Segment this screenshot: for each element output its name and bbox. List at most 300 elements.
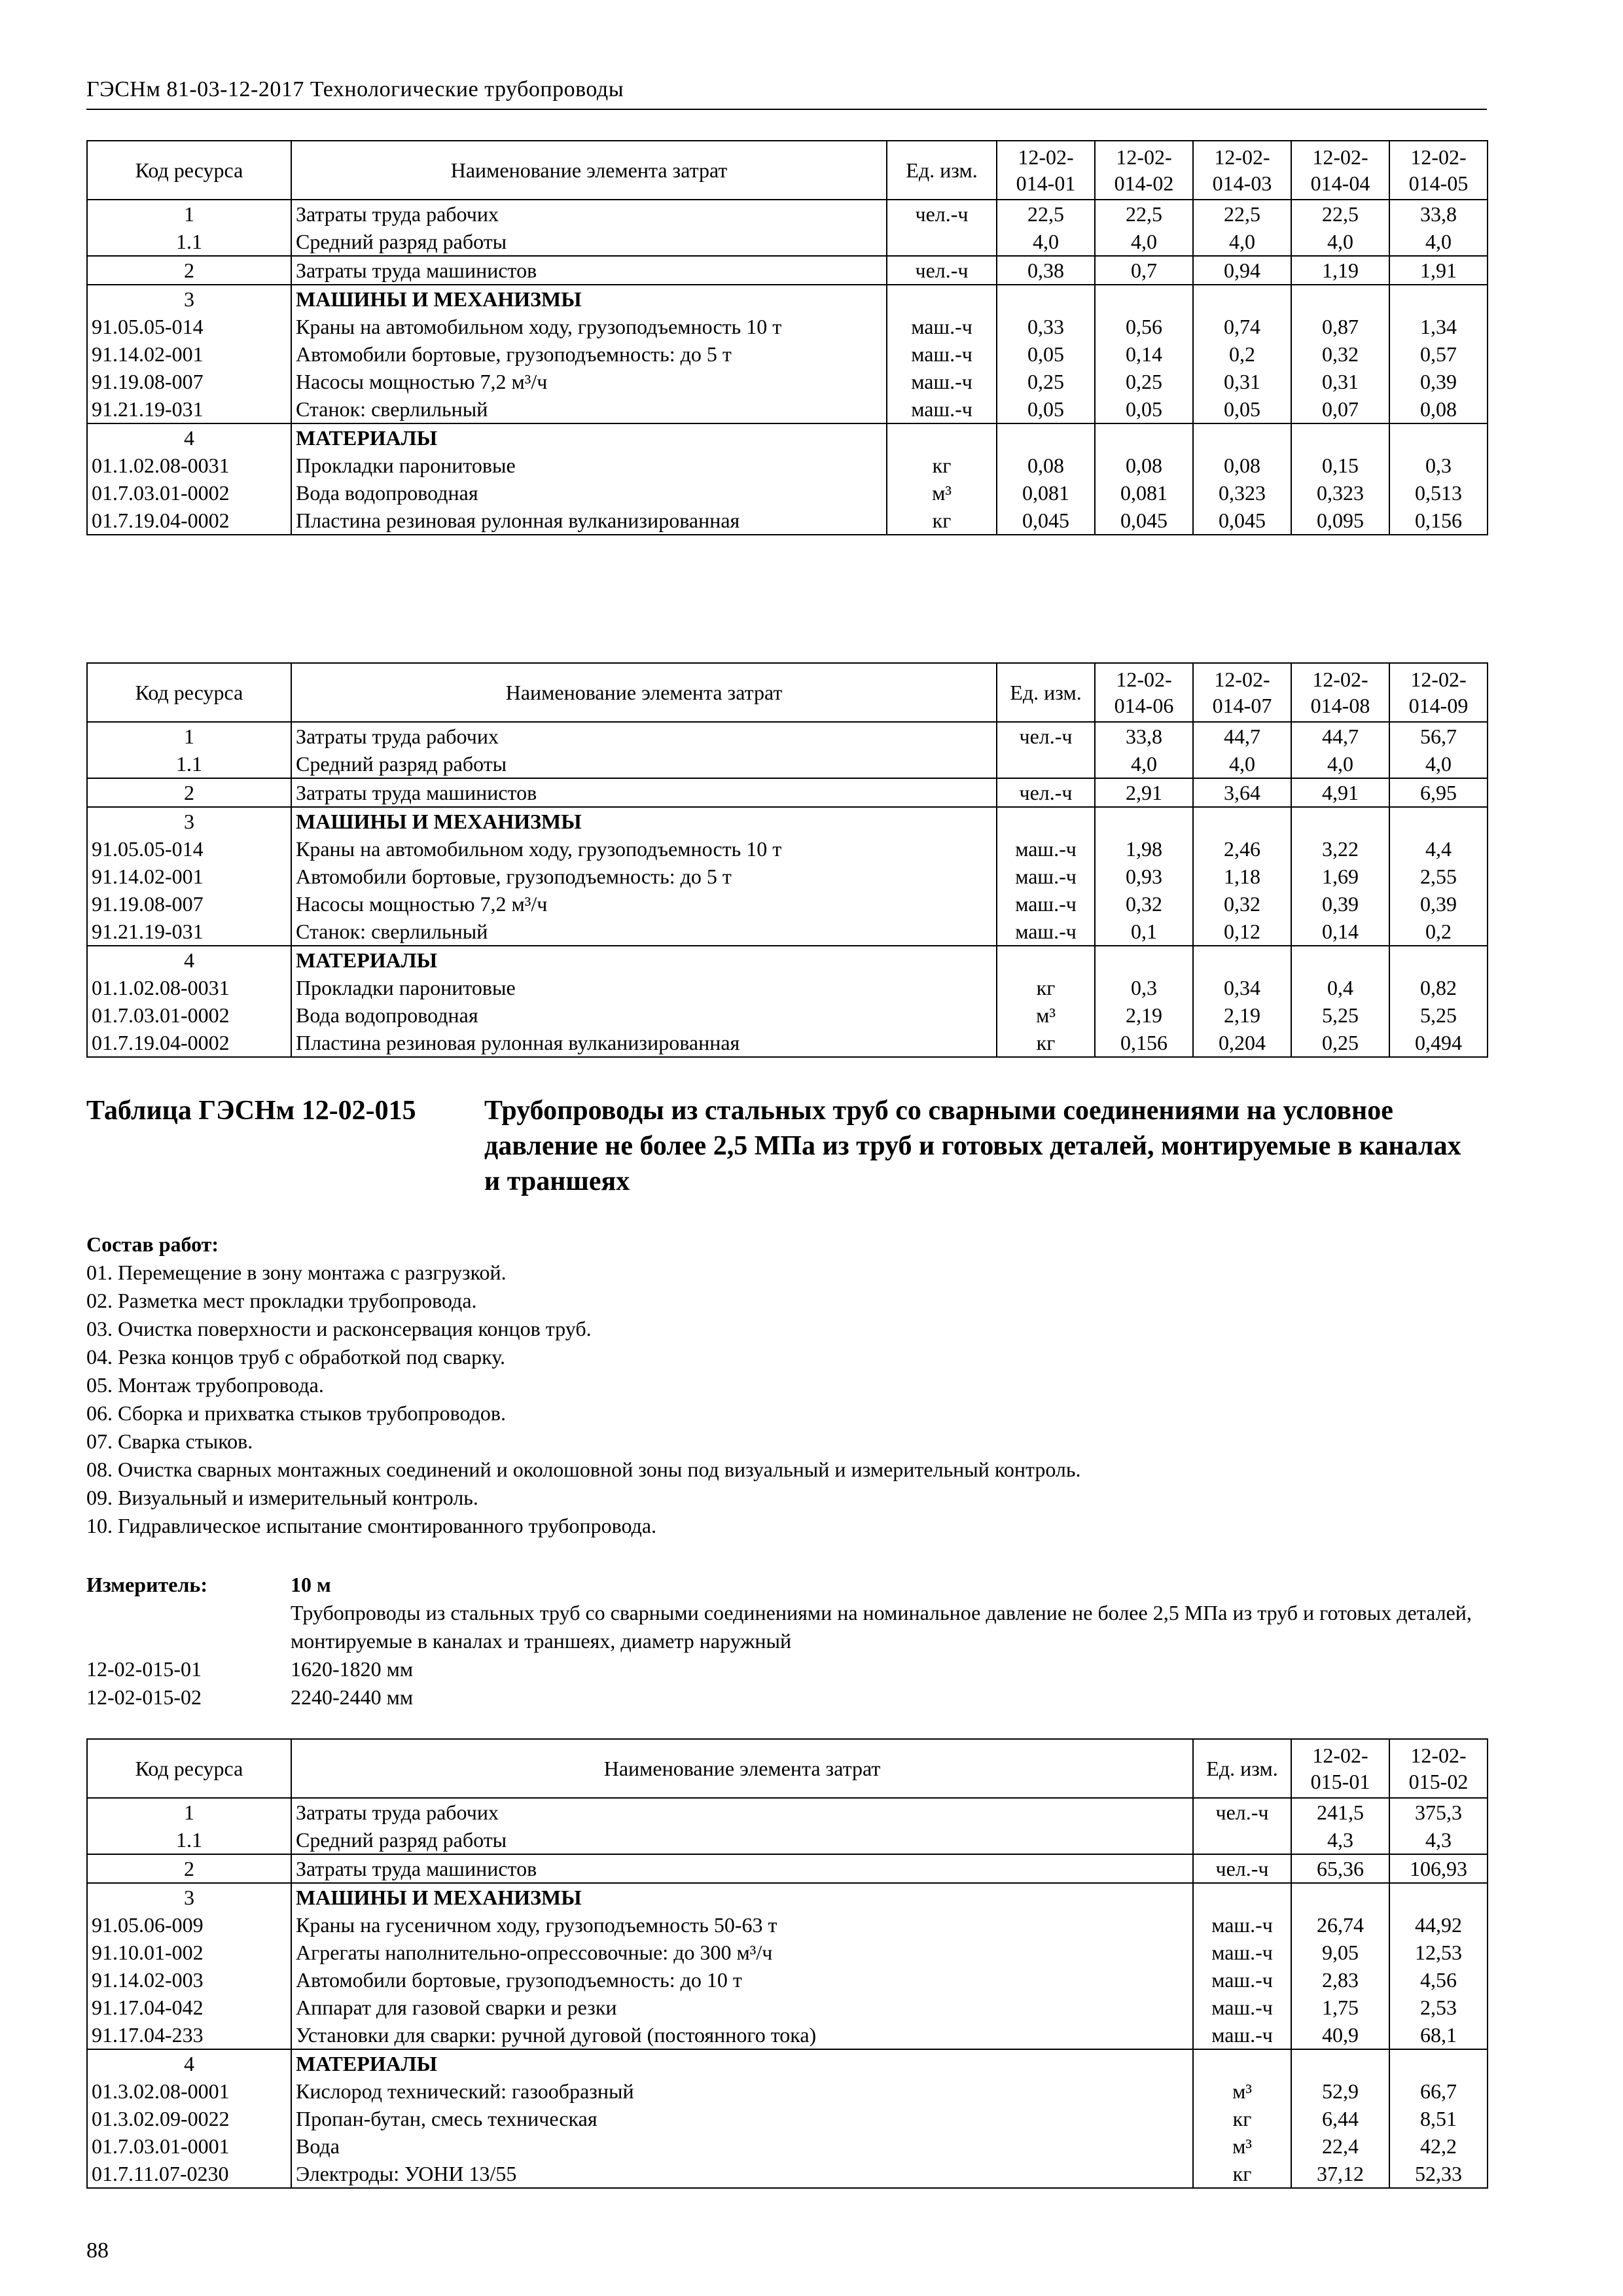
measure-label: Измеритель: <box>86 1573 207 1596</box>
cost-element-name: Краны на автомобильном ходу, грузоподъемность 10 т <box>291 313 887 340</box>
value-cell: 0,045 <box>997 507 1095 535</box>
norm-code-top: 12-02- <box>1410 668 1467 691</box>
header-row <box>87 1739 1488 1798</box>
col-header-unit: Ед. изм. <box>887 141 997 200</box>
section-heading: МАШИНЫ И МЕХАНИЗМЫ <box>291 807 997 835</box>
table-title-text: Трубопроводы из стальных труб со сварными соединениями на условное давление не более 2,5 МПа из труб и готовых деталей, монтируемые в каналах и траншеях <box>484 1096 1461 1196</box>
unit-cell <box>1193 1883 1291 1911</box>
value-cell: 22,5 <box>997 200 1095 228</box>
resource-code: 01.7.03.01-0002 <box>87 1001 291 1029</box>
value-cell <box>1291 946 1389 974</box>
cost-element-name: Станок: сверлильный <box>291 395 887 423</box>
value-cell: 8,51 <box>1389 2105 1488 2132</box>
value-cell: 4,3 <box>1291 1826 1389 1854</box>
measure-item-code: 12-02-015-01 <box>86 1657 202 1681</box>
value-cell: 42,2 <box>1389 2132 1488 2160</box>
work-item: 09. Визуальный и измерительный контроль. <box>86 1486 478 1509</box>
unit-cell: м³ <box>1193 2132 1291 2160</box>
resource-code: 91.17.04-042 <box>87 1994 291 2021</box>
col-header-norm-code <box>1095 141 1193 200</box>
resource-code: 01.3.02.09-0022 <box>87 2105 291 2132</box>
col-header-code: Код ресурса <box>87 141 291 200</box>
table-row <box>87 2021 1488 2049</box>
unit-cell: маш.-ч <box>887 395 997 423</box>
resource-code: 1 <box>87 1798 291 1826</box>
cost-element-name: Кислород технический: газообразный <box>291 2077 1193 2105</box>
cost-element-name: Пропан-бутан, смесь техническая <box>291 2105 1193 2132</box>
table-row <box>87 863 1488 890</box>
unit-cell: кг <box>887 452 997 479</box>
value-cell: 0,323 <box>1193 479 1291 507</box>
value-cell: 106,93 <box>1389 1854 1488 1883</box>
col-header-norm-code <box>1291 1739 1389 1798</box>
table-row <box>87 2077 1488 2105</box>
table-row <box>87 1966 1488 1994</box>
value-cell: 0,32 <box>1193 890 1291 918</box>
cost-element-name: Пластина резиновая рулонная вулканизированная <box>291 507 887 535</box>
section-heading: МАШИНЫ И МЕХАНИЗМЫ <box>291 285 887 313</box>
unit-cell: маш.-ч <box>887 368 997 395</box>
value-cell: 5,25 <box>1291 1001 1389 1029</box>
value-cell <box>1193 423 1291 452</box>
cost-element-name: Агрегаты наполнительно-опрессовочные: до 300 м³/ч <box>291 1939 1193 1966</box>
cost-element-name: Станок: сверлильный <box>291 918 997 946</box>
resource-code: 1.1 <box>87 1826 291 1854</box>
value-cell <box>1291 423 1389 452</box>
norm-code-top: 12-02- <box>1312 145 1368 169</box>
table-row <box>87 946 1488 974</box>
unit-cell: маш.-ч <box>1193 1966 1291 1994</box>
cost-element-name: Затраты труда рабочих <box>291 1798 1193 1826</box>
col-header-norm-code <box>1193 141 1291 200</box>
value-cell <box>1291 2049 1389 2077</box>
value-cell: 4,56 <box>1389 1966 1488 1994</box>
table-row <box>87 1029 1488 1057</box>
unit-cell: кг <box>1193 2160 1291 2188</box>
col-header-code: Код ресурса <box>87 663 291 722</box>
value-cell: 375,3 <box>1389 1798 1488 1826</box>
page-header: ГЭСНм 81-03-12-2017 Технологические трубопроводы <box>86 77 624 101</box>
cost-element-name: Прокладки паронитовые <box>291 974 997 1001</box>
cost-element-name: Затраты труда рабочих <box>291 722 997 750</box>
work-item: 01. Перемещение в зону монтажа с разгрузкой. <box>86 1261 507 1284</box>
work-composition <box>86 1230 1487 1540</box>
unit-cell: кг <box>887 507 997 535</box>
table-row <box>87 835 1488 863</box>
col-header-name: Наименование элемента затрат <box>291 141 887 200</box>
value-cell: 0,15 <box>1291 452 1389 479</box>
value-cell: 33,8 <box>1095 722 1193 750</box>
page-number: 88 <box>86 2238 109 2263</box>
table-row <box>87 1994 1488 2021</box>
value-cell: 65,36 <box>1291 1854 1389 1883</box>
unit-cell <box>997 750 1095 778</box>
resource-code: 1 <box>87 722 291 750</box>
value-cell: 0,3 <box>1095 974 1193 1001</box>
cost-element-name: Вода водопроводная <box>291 479 887 507</box>
unit-cell: маш.-ч <box>1193 1911 1291 1939</box>
value-cell: 0,05 <box>1095 395 1193 423</box>
resource-code: 01.7.19.04-0002 <box>87 507 291 535</box>
col-header-name: Наименование элемента затрат <box>291 1739 1193 1798</box>
cost-element-name: Затраты труда машинистов <box>291 256 887 285</box>
table-row <box>87 2160 1488 2188</box>
resource-code: 01.7.19.04-0002 <box>87 1029 291 1057</box>
value-cell: 4,91 <box>1291 778 1389 807</box>
value-cell: 0,93 <box>1095 863 1193 890</box>
cost-element-name: Средний разряд работы <box>291 228 887 256</box>
resource-code: 91.14.02-001 <box>87 340 291 368</box>
resource-code: 91.05.05-014 <box>87 313 291 340</box>
unit-cell <box>887 423 997 452</box>
value-cell: 1,69 <box>1291 863 1389 890</box>
value-cell: 4,0 <box>1095 750 1193 778</box>
value-cell <box>1095 285 1193 313</box>
value-cell: 4,0 <box>1193 228 1291 256</box>
value-cell: 44,7 <box>1291 722 1389 750</box>
resource-code: 91.10.01-002 <box>87 1939 291 1966</box>
resource-code: 91.14.02-001 <box>87 863 291 890</box>
value-cell: 241,5 <box>1291 1798 1389 1826</box>
value-cell: 4,0 <box>1291 750 1389 778</box>
value-cell: 0,1 <box>1095 918 1193 946</box>
col-header-norm-code <box>1389 1739 1488 1798</box>
value-cell: 0,494 <box>1389 1029 1488 1057</box>
value-cell: 4,0 <box>1291 228 1389 256</box>
resource-code: 01.1.02.08-0031 <box>87 974 291 1001</box>
cost-element-name: Автомобили бортовые, грузоподъемность: до 5 т <box>291 340 887 368</box>
section-heading: МАТЕРИАЛЫ <box>291 2049 1193 2077</box>
cost-element-name: Прокладки паронитовые <box>291 452 887 479</box>
value-cell: 0,74 <box>1193 313 1291 340</box>
cost-element-name: Затраты труда машинистов <box>291 1854 1193 1883</box>
table-row <box>87 807 1488 835</box>
value-cell <box>1291 807 1389 835</box>
value-cell: 56,7 <box>1389 722 1488 750</box>
cost-element-name: Затраты труда машинистов <box>291 778 997 807</box>
value-cell: 1,18 <box>1193 863 1291 890</box>
value-cell: 0,095 <box>1291 507 1389 535</box>
value-cell: 4,0 <box>1193 750 1291 778</box>
cost-element-name: Автомобили бортовые, грузоподъемность: до 10 т <box>291 1966 1193 1994</box>
value-cell: 5,25 <box>1389 1001 1488 1029</box>
section-heading: МАШИНЫ И МЕХАНИЗМЫ <box>291 1883 1193 1911</box>
value-cell <box>997 423 1095 452</box>
measure-item-code: 12-02-015-02 <box>86 1685 202 1709</box>
value-cell <box>1389 423 1488 452</box>
measure-items <box>86 1655 1487 1712</box>
unit-cell: кг <box>997 974 1095 1001</box>
col-header-norm-code <box>1095 663 1193 722</box>
norm-code-top: 12-02- <box>1018 145 1074 169</box>
value-cell: 2,46 <box>1193 835 1291 863</box>
value-cell <box>1291 285 1389 313</box>
unit-cell <box>887 285 997 313</box>
value-cell: 22,5 <box>1291 200 1389 228</box>
value-cell: 0,12 <box>1193 918 1291 946</box>
table-row <box>87 452 1488 479</box>
resource-table-014-01-05 <box>86 140 1488 535</box>
col-header-name: Наименование элемента затрат <box>291 663 997 722</box>
value-cell: 0,82 <box>1389 974 1488 1001</box>
work-item: 02. Разметка мест прокладки трубопровода. <box>86 1289 477 1312</box>
resource-code: 91.19.08-007 <box>87 368 291 395</box>
value-cell: 40,9 <box>1291 2021 1389 2049</box>
table-row <box>87 256 1488 285</box>
value-cell <box>1193 807 1291 835</box>
table-row <box>87 1854 1488 1883</box>
value-cell: 6,44 <box>1291 2105 1389 2132</box>
table-row <box>87 778 1488 807</box>
value-cell: 66,7 <box>1389 2077 1488 2105</box>
value-cell: 0,204 <box>1193 1029 1291 1057</box>
value-cell <box>1389 1883 1488 1911</box>
resource-code: 91.05.05-014 <box>87 835 291 863</box>
value-cell: 1,91 <box>1389 256 1488 285</box>
resource-code: 4 <box>87 2049 291 2077</box>
value-cell: 0,081 <box>1095 479 1193 507</box>
norm-code-bottom: 014-02 <box>1114 171 1174 195</box>
unit-cell: маш.-ч <box>1193 2021 1291 2049</box>
norm-code-bottom: 014-05 <box>1408 171 1469 195</box>
cost-element-name: Вода водопроводная <box>291 1001 997 1029</box>
resource-code: 1 <box>87 200 291 228</box>
measure-item-text: 1620-1820 мм <box>291 1657 414 1681</box>
cost-element-name: Средний разряд работы <box>291 750 997 778</box>
value-cell: 22,5 <box>1095 200 1193 228</box>
section-heading: МАТЕРИАЛЫ <box>291 423 887 452</box>
value-cell: 2,83 <box>1291 1966 1389 1994</box>
table-row <box>87 340 1488 368</box>
unit-cell: маш.-ч <box>887 340 997 368</box>
col-header-norm-code <box>1291 141 1389 200</box>
value-cell <box>1389 946 1488 974</box>
value-cell: 0,57 <box>1389 340 1488 368</box>
value-cell: 9,05 <box>1291 1939 1389 1966</box>
cost-element-name: Краны на гусеничном ходу, грузоподъемность 50-63 т <box>291 1911 1193 1939</box>
table-row <box>87 313 1488 340</box>
value-cell: 0,05 <box>997 340 1095 368</box>
value-cell: 22,5 <box>1193 200 1291 228</box>
work-item: 05. Монтаж трубопровода. <box>86 1373 324 1397</box>
value-cell: 44,7 <box>1193 722 1291 750</box>
value-cell: 2,91 <box>1095 778 1193 807</box>
table-row <box>87 974 1488 1001</box>
col-header-code: Код ресурса <box>87 1739 291 1798</box>
table-row <box>87 395 1488 423</box>
value-cell: 0,38 <box>997 256 1095 285</box>
cost-element-name: Аппарат для газовой сварки и резки <box>291 1994 1193 2021</box>
value-cell <box>1095 423 1193 452</box>
value-cell: 0,94 <box>1193 256 1291 285</box>
header-rule <box>86 109 1487 110</box>
value-cell: 0,4 <box>1291 974 1389 1001</box>
norm-code-top: 12-02- <box>1410 145 1467 169</box>
work-item: 06. Сборка и прихватка стыков трубопроводов. <box>86 1401 506 1425</box>
work-item: 03. Очистка поверхности и расконсервация концов труб. <box>86 1317 592 1340</box>
unit-cell: м³ <box>997 1001 1095 1029</box>
value-cell: 3,22 <box>1291 835 1389 863</box>
measure-description: Трубопроводы из стальных труб со сварными соединениями на номинальное давление не более 2,5 МПа из труб и готовых деталей, монтируемые в каналах и траншеях, диаметр наружный <box>291 1601 1472 1653</box>
value-cell: 0,34 <box>1193 974 1291 1001</box>
table-row <box>87 750 1488 778</box>
unit-cell: маш.-ч <box>997 863 1095 890</box>
resource-code: 1.1 <box>87 228 291 256</box>
value-cell: 4,0 <box>1389 228 1488 256</box>
value-cell: 0,31 <box>1193 368 1291 395</box>
value-cell: 0,87 <box>1291 313 1389 340</box>
unit-cell: маш.-ч <box>887 313 997 340</box>
value-cell: 6,95 <box>1389 778 1488 807</box>
norm-code-top: 12-02- <box>1214 668 1270 691</box>
norm-code-top: 12-02- <box>1116 145 1172 169</box>
norm-code-bottom: 015-01 <box>1310 1770 1370 1793</box>
table-row <box>87 2049 1488 2077</box>
value-cell: 0,08 <box>1193 452 1291 479</box>
table-row <box>87 2105 1488 2132</box>
resource-code: 4 <box>87 423 291 452</box>
unit-cell: м³ <box>1193 2077 1291 2105</box>
value-cell: 0,3 <box>1389 452 1488 479</box>
table-title-label: Таблица ГЭСНм 12-02-015 <box>86 1096 416 1126</box>
value-cell: 0,081 <box>997 479 1095 507</box>
resource-code: 3 <box>87 807 291 835</box>
value-cell: 0,32 <box>1291 340 1389 368</box>
value-cell: 4,3 <box>1389 1826 1488 1854</box>
work-item: 04. Резка концов труб с обработкой под сварку. <box>86 1345 506 1369</box>
value-cell: 4,4 <box>1389 835 1488 863</box>
value-cell: 0,323 <box>1291 479 1389 507</box>
table-row <box>87 228 1488 256</box>
value-cell: 0,31 <box>1291 368 1389 395</box>
cost-element-name: Пластина резиновая рулонная вулканизированная <box>291 1029 997 1057</box>
value-cell: 0,14 <box>1291 918 1389 946</box>
value-cell: 2,19 <box>1095 1001 1193 1029</box>
unit-cell <box>997 946 1095 974</box>
unit-cell: чел.-ч <box>997 722 1095 750</box>
value-cell: 0,2 <box>1389 918 1488 946</box>
value-cell <box>1389 807 1488 835</box>
value-cell <box>997 285 1095 313</box>
value-cell: 0,05 <box>997 395 1095 423</box>
value-cell: 12,53 <box>1389 1939 1488 1966</box>
table-row <box>87 368 1488 395</box>
table-row <box>87 918 1488 946</box>
header-row <box>87 141 1488 200</box>
table-row <box>87 2132 1488 2160</box>
col-header-unit: Ед. изм. <box>1193 1739 1291 1798</box>
table-row <box>87 1826 1488 1854</box>
value-cell: 0,33 <box>997 313 1095 340</box>
resource-code: 2 <box>87 1854 291 1883</box>
resource-code: 91.17.04-233 <box>87 2021 291 2049</box>
col-header-norm-code <box>1389 663 1488 722</box>
measure-item <box>86 1683 1487 1712</box>
value-cell: 4,0 <box>1389 750 1488 778</box>
col-header-norm-code <box>997 141 1095 200</box>
cost-element-name: Установки для сварки: ручной дуговой (постоянного тока) <box>291 2021 1193 2049</box>
unit-cell <box>1193 1826 1291 1854</box>
norm-code-top: 12-02- <box>1214 145 1270 169</box>
resource-code: 91.21.19-031 <box>87 395 291 423</box>
value-cell: 0,39 <box>1389 368 1488 395</box>
table-row <box>87 285 1488 313</box>
value-cell: 2,53 <box>1389 1994 1488 2021</box>
value-cell: 1,19 <box>1291 256 1389 285</box>
norm-code-bottom: 014-01 <box>1016 171 1076 195</box>
value-cell <box>1193 285 1291 313</box>
norm-code-top: 12-02- <box>1312 668 1368 691</box>
value-cell: 4,0 <box>1095 228 1193 256</box>
resource-code: 1.1 <box>87 750 291 778</box>
value-cell <box>1193 946 1291 974</box>
value-cell: 0,39 <box>1389 890 1488 918</box>
value-cell: 0,045 <box>1193 507 1291 535</box>
value-cell <box>1389 285 1488 313</box>
unit-cell: кг <box>1193 2105 1291 2132</box>
work-item: 07. Сварка стыков. <box>86 1429 253 1453</box>
value-cell: 0,05 <box>1193 395 1291 423</box>
value-cell: 0,08 <box>1095 452 1193 479</box>
measure-value: 10 м <box>291 1573 331 1596</box>
resource-table-015 <box>86 1738 1488 2189</box>
value-cell: 22,4 <box>1291 2132 1389 2160</box>
value-cell: 1,75 <box>1291 1994 1389 2021</box>
value-cell <box>1095 807 1193 835</box>
norm-code-bottom: 014-03 <box>1212 171 1272 195</box>
resource-code: 01.7.03.01-0001 <box>87 2132 291 2160</box>
measure-item <box>86 1655 1487 1683</box>
value-cell: 26,74 <box>1291 1911 1389 1939</box>
unit-cell: чел.-ч <box>1193 1854 1291 1883</box>
unit-cell: маш.-ч <box>997 918 1095 946</box>
norm-code-bottom: 014-04 <box>1310 171 1370 195</box>
value-cell: 0,08 <box>997 452 1095 479</box>
work-item: 10. Гидравлическое испытание смонтированного трубопровода. <box>86 1514 657 1537</box>
unit-cell: кг <box>997 1029 1095 1057</box>
unit-cell <box>997 807 1095 835</box>
resource-code: 91.19.08-007 <box>87 890 291 918</box>
unit-cell <box>1193 2049 1291 2077</box>
cost-element-name: Автомобили бортовые, грузоподъемность: до 5 т <box>291 863 997 890</box>
value-cell: 0,25 <box>1291 1029 1389 1057</box>
section-heading: МАТЕРИАЛЫ <box>291 946 997 974</box>
value-cell: 0,07 <box>1291 395 1389 423</box>
table-row <box>87 479 1488 507</box>
value-cell: 0,08 <box>1389 395 1488 423</box>
resource-code: 91.14.02-003 <box>87 1966 291 1994</box>
value-cell: 52,33 <box>1389 2160 1488 2188</box>
value-cell: 2,55 <box>1389 863 1488 890</box>
unit-cell: маш.-ч <box>997 835 1095 863</box>
value-cell: 52,9 <box>1291 2077 1389 2105</box>
norm-code-bottom: 014-08 <box>1310 694 1370 717</box>
unit-cell: чел.-ч <box>887 200 997 228</box>
resource-code: 2 <box>87 778 291 807</box>
cost-element-name: Краны на автомобильном ходу, грузоподъемность 10 т <box>291 835 997 863</box>
resource-code: 3 <box>87 285 291 313</box>
value-cell: 0,14 <box>1095 340 1193 368</box>
table-row <box>87 890 1488 918</box>
value-cell: 0,39 <box>1291 890 1389 918</box>
value-cell: 44,92 <box>1389 1911 1488 1939</box>
value-cell: 2,19 <box>1193 1001 1291 1029</box>
resource-code: 3 <box>87 1883 291 1911</box>
value-cell: 0,513 <box>1389 479 1488 507</box>
cost-element-name: Средний разряд работы <box>291 1826 1193 1854</box>
value-cell: 4,0 <box>997 228 1095 256</box>
value-cell <box>1095 946 1193 974</box>
